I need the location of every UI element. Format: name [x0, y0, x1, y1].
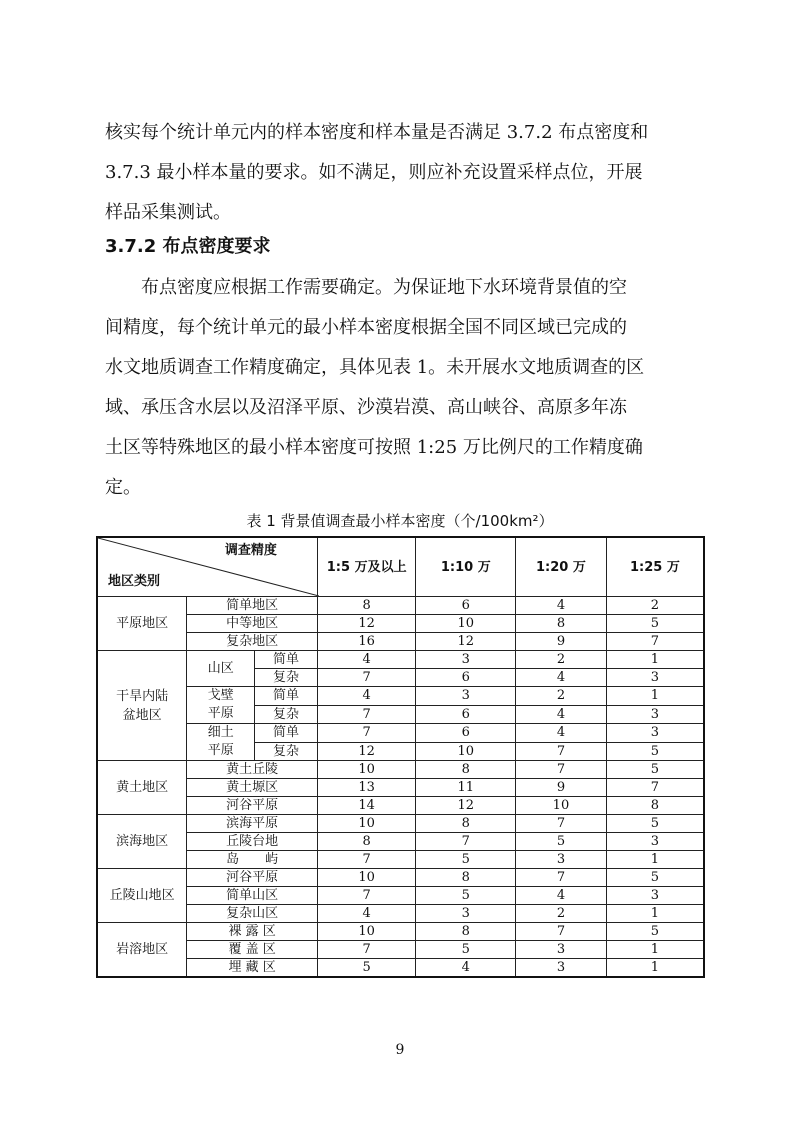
value-cell: 7	[317, 887, 416, 905]
subregion-cell: 河谷平原	[187, 869, 318, 887]
value-cell: 10	[516, 797, 607, 815]
column-header: 1:20 万	[516, 537, 607, 597]
value-cell: 1	[606, 651, 704, 669]
table-row	[97, 833, 704, 851]
complexity-cell: 简单	[255, 724, 318, 743]
table-row	[97, 959, 704, 978]
value-cell: 5	[416, 851, 516, 869]
region-cell: 平原地区	[97, 597, 187, 651]
value-cell: 8	[317, 597, 416, 615]
value-cell: 9	[516, 779, 607, 797]
table-row	[97, 779, 704, 797]
subregion-cell: 滨海平原	[187, 815, 318, 833]
table-row	[97, 615, 704, 633]
value-cell: 10	[317, 869, 416, 887]
value-cell: 3	[606, 705, 704, 724]
value-cell: 8	[516, 615, 607, 633]
body-line-1: 布点密度应根据工作需要确定。为保证地下水环境背景值的空	[105, 277, 627, 298]
value-cell: 12	[317, 615, 416, 633]
value-cell: 7	[317, 669, 416, 687]
region-label: 干旱内陆盆地区	[116, 688, 169, 723]
value-cell: 9	[516, 633, 607, 651]
value-cell: 7	[516, 742, 607, 761]
value-cell: 12	[317, 742, 416, 761]
value-cell: 8	[606, 797, 704, 815]
value-cell: 6	[416, 705, 516, 724]
table-row	[97, 941, 704, 959]
table-row	[97, 761, 704, 779]
table-caption: 表 1 背景值调查最小样本密度（个/100km²）	[246, 512, 554, 530]
value-cell: 1	[606, 687, 704, 706]
value-cell: 3	[606, 833, 704, 851]
value-cell: 6	[416, 597, 516, 615]
subregion-cell: 埋 藏 区	[187, 959, 318, 978]
table-row	[97, 869, 704, 887]
complexity-cell: 复杂	[255, 669, 318, 687]
value-cell: 7	[317, 941, 416, 959]
value-cell: 6	[416, 669, 516, 687]
region-cell: 滨海地区	[97, 815, 187, 869]
subregion-cell: 黄土塬区	[187, 779, 318, 797]
subregion-cell: 黄土丘陵	[187, 761, 318, 779]
intro-line-3: 样品采集测试。	[105, 202, 231, 223]
subregion-label: 细土平原	[207, 725, 234, 758]
subregion-cell: 山区	[187, 651, 255, 687]
value-cell: 5	[416, 941, 516, 959]
corner-top-label: 调查精度	[224, 543, 277, 558]
subregion-label: 戈壁平原	[207, 688, 234, 721]
region-cell: 黄土地区	[97, 761, 187, 815]
subregion-cell: 丘陵台地	[187, 833, 318, 851]
table-row	[97, 633, 704, 651]
value-cell: 7	[317, 724, 416, 743]
value-cell: 7	[606, 779, 704, 797]
table-row	[97, 724, 704, 743]
value-cell: 12	[416, 633, 516, 651]
table-row	[97, 797, 704, 815]
subregion-cell: 简单地区	[187, 597, 318, 615]
table-header-row	[97, 537, 704, 597]
value-cell: 4	[317, 651, 416, 669]
subregion-cell: 河谷平原	[187, 797, 318, 815]
subregion-cell: 裸 露 区	[187, 923, 318, 941]
table-row	[97, 815, 704, 833]
corner-bottom-label: 地区类别	[108, 574, 161, 589]
column-header: 1:10 万	[416, 537, 516, 597]
value-cell: 4	[516, 669, 607, 687]
value-cell: 10	[416, 742, 516, 761]
value-cell: 4	[317, 905, 416, 923]
value-cell: 3	[516, 959, 607, 978]
body-line-2: 间精度，每个统计单元的最小样本密度根据全国不同区域已完成的	[105, 317, 627, 338]
table-row	[97, 923, 704, 941]
table-row	[97, 887, 704, 905]
value-cell: 7	[516, 923, 607, 941]
value-cell: 1	[606, 959, 704, 978]
value-cell: 7	[516, 869, 607, 887]
body-line-6: 定。	[105, 477, 141, 498]
value-cell: 1	[606, 905, 704, 923]
value-cell: 6	[416, 724, 516, 743]
value-cell: 2	[516, 905, 607, 923]
table-row	[97, 687, 704, 706]
region-cell: 丘陵山地区	[97, 869, 187, 923]
page-number: 9	[395, 1042, 405, 1058]
complexity-cell: 复杂	[255, 705, 318, 724]
value-cell: 7	[317, 851, 416, 869]
table-row	[97, 651, 704, 669]
value-cell: 2	[516, 651, 607, 669]
region-cell: 岩溶地区	[97, 923, 187, 978]
value-cell: 2	[606, 597, 704, 615]
value-cell: 3	[606, 887, 704, 905]
value-cell: 4	[516, 724, 607, 743]
value-cell: 4	[516, 887, 607, 905]
value-cell: 3	[516, 851, 607, 869]
value-cell: 5	[606, 742, 704, 761]
subregion-cell: 中等地区	[187, 615, 318, 633]
value-cell: 16	[317, 633, 416, 651]
value-cell: 8	[416, 815, 516, 833]
value-cell: 13	[317, 779, 416, 797]
table-row	[97, 905, 704, 923]
subregion-cell: 简单山区	[187, 887, 318, 905]
value-cell: 4	[317, 687, 416, 706]
subregion-cell	[187, 724, 255, 761]
value-cell: 5	[606, 923, 704, 941]
value-cell: 1	[606, 941, 704, 959]
value-cell: 5	[606, 869, 704, 887]
table-corner-cell	[97, 537, 317, 597]
value-cell: 3	[606, 669, 704, 687]
subregion-cell: 覆 盖 区	[187, 941, 318, 959]
subregion-cell: 岛 屿	[187, 851, 318, 869]
subregion-cell	[187, 687, 255, 724]
subregion-cell: 复杂山区	[187, 905, 318, 923]
table-row	[97, 851, 704, 869]
value-cell: 5	[416, 887, 516, 905]
subregion-cell: 复杂地区	[187, 633, 318, 651]
column-header: 1:25 万	[606, 537, 704, 597]
value-cell: 8	[416, 869, 516, 887]
value-cell: 11	[416, 779, 516, 797]
value-cell: 5	[606, 815, 704, 833]
value-cell: 10	[317, 815, 416, 833]
value-cell: 3	[606, 724, 704, 743]
value-cell: 4	[516, 705, 607, 724]
value-cell: 5	[606, 615, 704, 633]
value-cell: 10	[317, 923, 416, 941]
intro-line-2: 3.7.3 最小样本量的要求。如不满足，则应补充设置采样点位，开展	[105, 162, 643, 183]
value-cell: 4	[416, 959, 516, 978]
value-cell: 14	[317, 797, 416, 815]
value-cell: 10	[416, 615, 516, 633]
value-cell: 8	[416, 761, 516, 779]
value-cell: 4	[516, 597, 607, 615]
value-cell: 8	[416, 923, 516, 941]
value-cell: 8	[317, 833, 416, 851]
intro-line-1: 核实每个统计单元内的样本密度和样本量是否满足 3.7.2 布点密度和	[105, 122, 649, 143]
value-cell: 3	[416, 687, 516, 706]
value-cell: 5	[606, 761, 704, 779]
table-row	[97, 597, 704, 615]
body-line-4: 域、承压含水层以及沼泽平原、沙漠岩漠、高山峡谷、高原多年冻	[105, 397, 627, 418]
value-cell: 7	[317, 705, 416, 724]
column-header: 1:5 万及以上	[317, 537, 416, 597]
body-line-3: 水文地质调查工作精度确定，具体见表 1。未开展水文地质调查的区	[105, 357, 645, 378]
section-heading: 3.7.2 布点密度要求	[105, 236, 271, 257]
complexity-cell: 简单	[255, 687, 318, 706]
value-cell: 3	[416, 651, 516, 669]
value-cell: 3	[516, 941, 607, 959]
body-line-5: 土区等特殊地区的最小样本密度可按照 1:25 万比例尺的工作精度确	[105, 437, 643, 458]
value-cell: 7	[416, 833, 516, 851]
value-cell: 5	[317, 959, 416, 978]
region-cell	[97, 651, 187, 761]
complexity-cell: 复杂	[255, 742, 318, 761]
value-cell: 2	[516, 687, 607, 706]
value-cell: 7	[516, 761, 607, 779]
complexity-cell: 简单	[255, 651, 318, 669]
value-cell: 12	[416, 797, 516, 815]
value-cell: 7	[516, 815, 607, 833]
value-cell: 10	[317, 761, 416, 779]
value-cell: 1	[606, 851, 704, 869]
value-cell: 7	[606, 633, 704, 651]
value-cell: 5	[516, 833, 607, 851]
value-cell: 3	[416, 905, 516, 923]
density-table	[96, 536, 705, 978]
